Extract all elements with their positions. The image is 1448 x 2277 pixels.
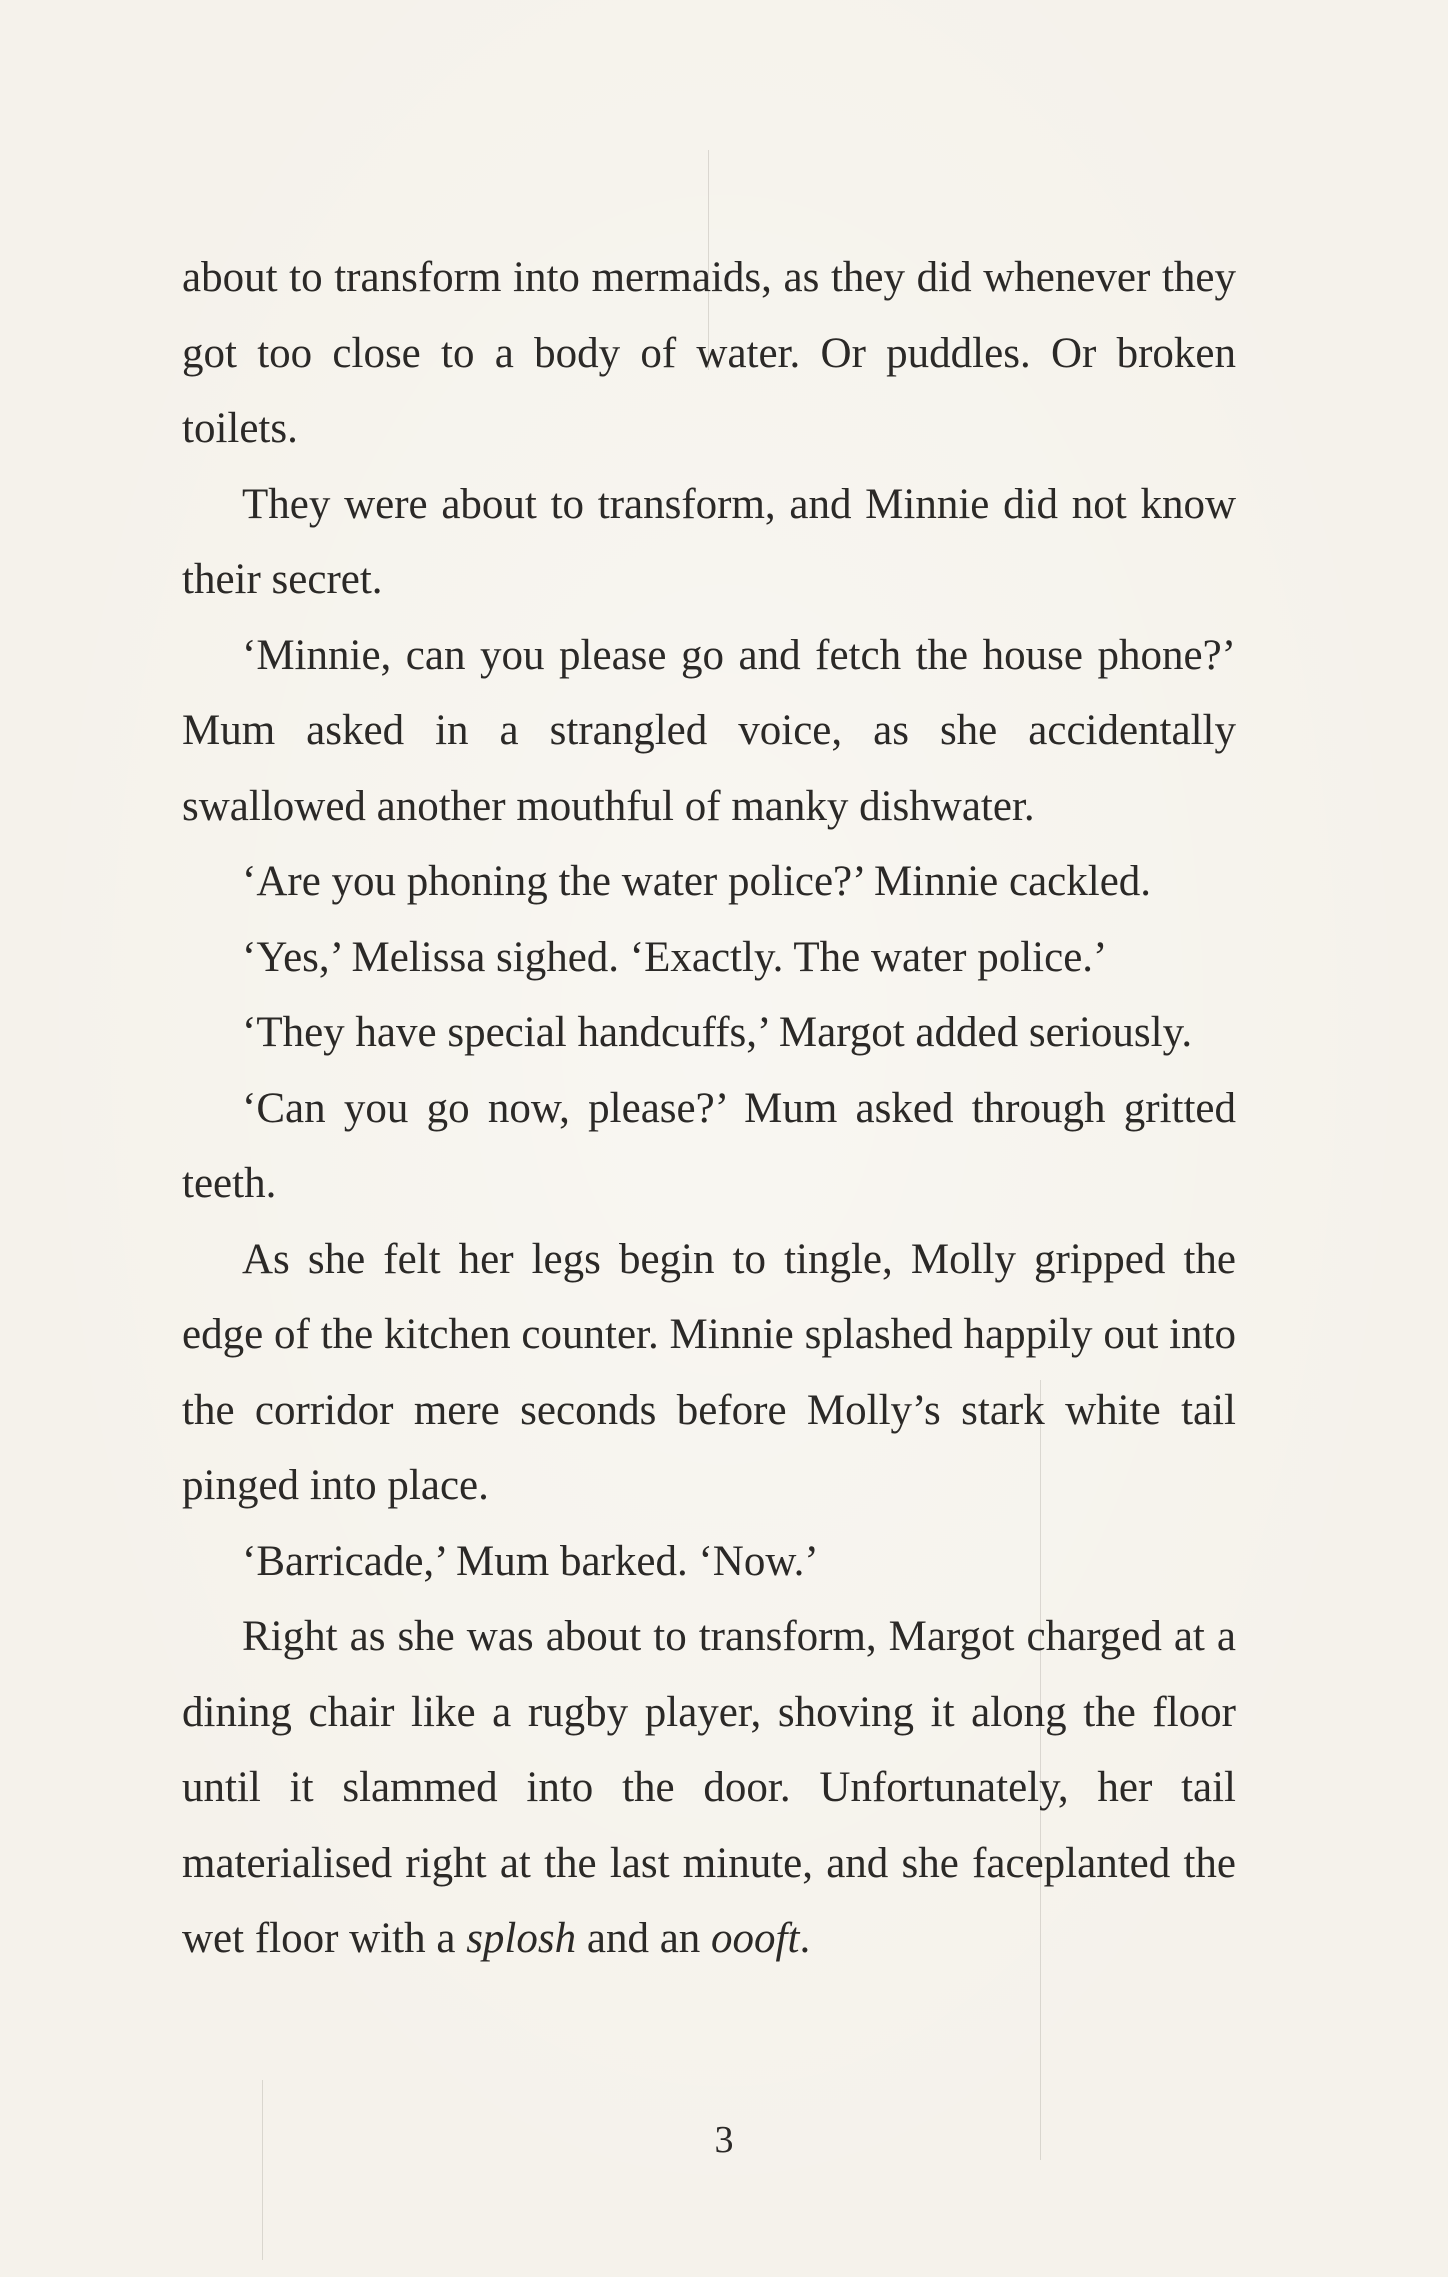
paragraph-text: and an (576, 1915, 712, 1962)
paragraph (182, 1524, 1236, 1600)
paragraph-text: ‘Are you phoning the water police?’ Minnie cackled. (242, 858, 1152, 905)
paragraph-text: about to transform into mermaids, as they did whenever they got too close to a body of water. Or puddles. Or broken toilets. (182, 254, 1236, 452)
paragraph (182, 1071, 1236, 1222)
italic-text: splosh (466, 1915, 577, 1962)
paragraph (182, 1222, 1236, 1524)
body-text (182, 240, 1236, 1977)
scan-artifact (262, 2080, 263, 2260)
paragraph-text: They were about to transform, and Minnie did not know their secret. (182, 480, 1236, 603)
paragraph (182, 920, 1236, 996)
paragraph (182, 467, 1236, 618)
paragraph-text: ‘They have special handcuffs,’ Margot added seriously. (242, 1009, 1193, 1056)
paragraph (182, 240, 1236, 467)
paragraph (182, 844, 1236, 920)
paragraph-text: . (799, 1915, 811, 1962)
paragraph-text: ‘Barricade,’ Mum barked. ‘Now.’ (242, 1537, 819, 1585)
paragraph-text: ‘Can you go now, please?’ Mum asked through gritted teeth. (182, 1084, 1236, 1207)
paragraph-text: ‘Minnie, can you please go and fetch the house phone?’ Mum asked in a strangled voice, as she accidentally swallowed another mouthful of manky dishwater. (182, 631, 1236, 830)
italic-text: oooft (711, 1915, 800, 1962)
paragraph (182, 618, 1236, 845)
paragraph (182, 1599, 1236, 1977)
paragraph-text: ‘Yes,’ Melissa sighed. ‘Exactly. The water police.’ (242, 933, 1108, 981)
paragraph-text: Right as she was about to transform, Margot charged at a dining chair like a rugby player, shoving it along the floor until it slammed into the door. Unfortunately, her tail materialised right at the last minute, and she faceplanted the wet floor with a (182, 1613, 1236, 1962)
page-number: 3 (714, 2119, 734, 2161)
paragraph (182, 995, 1236, 1071)
paragraph-text: As she felt her legs begin to tingle, Molly gripped the edge of the kitchen counter. Minnie splashed happily out into the corridor mere seconds before Molly’s stark white tail pinged into place. (182, 1235, 1236, 1509)
